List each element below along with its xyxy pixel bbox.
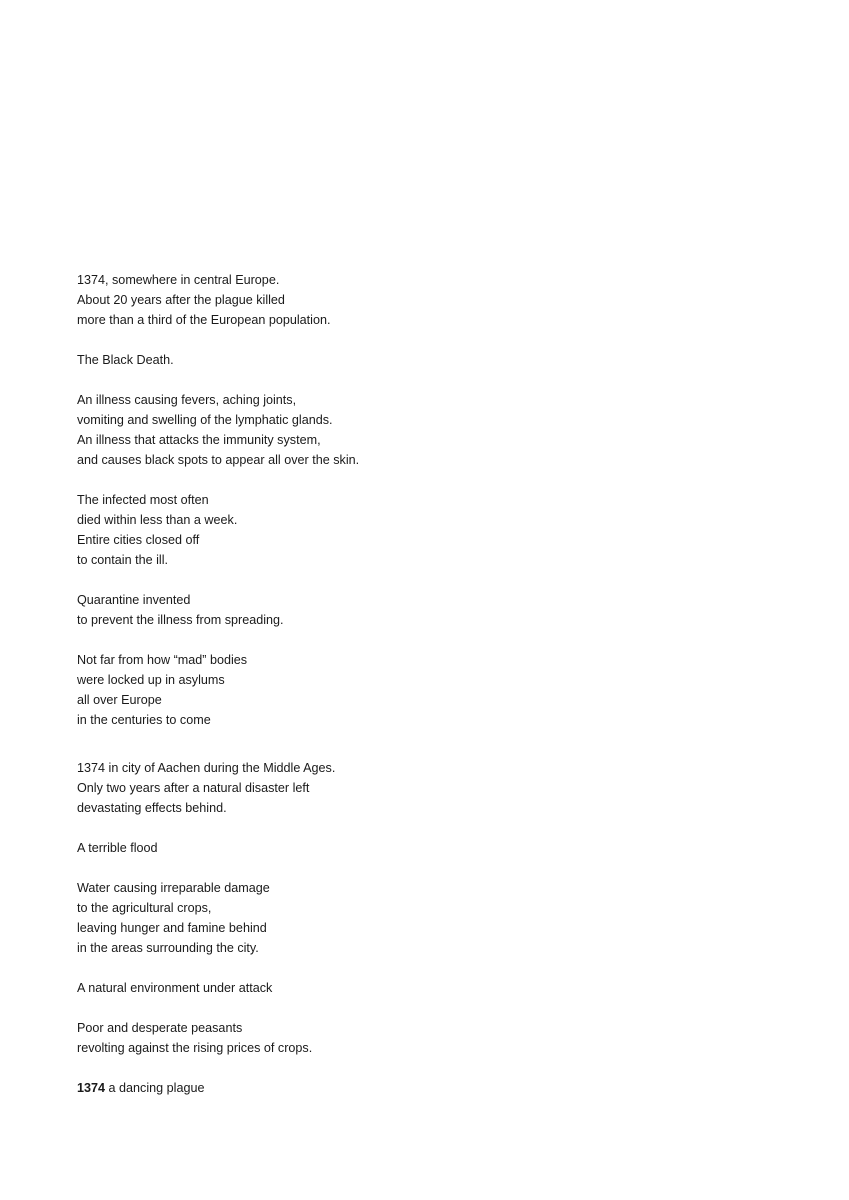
- final-line: [77, 1078, 777, 1098]
- text-line: devastating effects behind.: [77, 801, 227, 815]
- text-line: Water causing irreparable damage: [77, 881, 270, 895]
- text-line: to contain the ill.: [77, 553, 169, 567]
- text-line: to prevent the illness from spreading.: [77, 613, 284, 627]
- text-line: The infected most often: [77, 493, 209, 507]
- stanza-3: [77, 390, 777, 470]
- stanza-9: [77, 878, 777, 958]
- stanza-1: [77, 270, 777, 330]
- text-line: all over Europe: [77, 693, 162, 707]
- stanza-7: [77, 758, 777, 818]
- text-line: more than a third of the European population.: [77, 313, 331, 327]
- text-line: were locked up in asylums: [77, 673, 225, 687]
- text-line: 1374 in city of Aachen during the Middle Ages.: [77, 761, 336, 775]
- final-line-rest: a dancing plague: [105, 1081, 205, 1095]
- stanza-2: [77, 350, 777, 370]
- text-line: to the agricultural crops,: [77, 901, 212, 915]
- stanza-11: [77, 1018, 777, 1058]
- text-line: in the areas surrounding the city.: [77, 941, 259, 955]
- final-line-bold-year: 1374: [77, 1081, 106, 1095]
- text-line: An illness causing fevers, aching joints,: [77, 393, 297, 407]
- text-line: 1374, somewhere in central Europe.: [77, 273, 280, 287]
- stanza-4: [77, 490, 777, 570]
- text-line: Only two years after a natural disaster left: [77, 781, 310, 795]
- stanza-10: [77, 978, 777, 998]
- text-line: Poor and desperate peasants: [77, 1021, 243, 1035]
- stanza-8: [77, 838, 777, 858]
- text-line: About 20 years after the plague killed: [77, 293, 285, 307]
- text-line: leaving hunger and famine behind: [77, 921, 267, 935]
- text-line: An illness that attacks the immunity system,: [77, 433, 321, 447]
- text-line: vomiting and swelling of the lymphatic glands.: [77, 413, 333, 427]
- text-line: Entire cities closed off: [77, 533, 200, 547]
- stanza-6: [77, 650, 777, 730]
- text-line: A natural environment under attack: [77, 981, 273, 995]
- text-line: and causes black spots to appear all over the skin.: [77, 453, 360, 467]
- text-line: in the centuries to come: [77, 713, 211, 727]
- poem-text: [77, 270, 777, 1118]
- text-line: Not far from how “mad” bodies: [77, 653, 248, 667]
- text-line: The Black Death.: [77, 353, 174, 367]
- stanza-5: [77, 590, 777, 630]
- text-line: died within less than a week.: [77, 513, 238, 527]
- text-line: Quarantine invented: [77, 593, 191, 607]
- text-line: A terrible flood: [77, 841, 158, 855]
- final-stanza: [77, 1078, 777, 1098]
- text-line: revolting against the rising prices of crops.: [77, 1041, 313, 1055]
